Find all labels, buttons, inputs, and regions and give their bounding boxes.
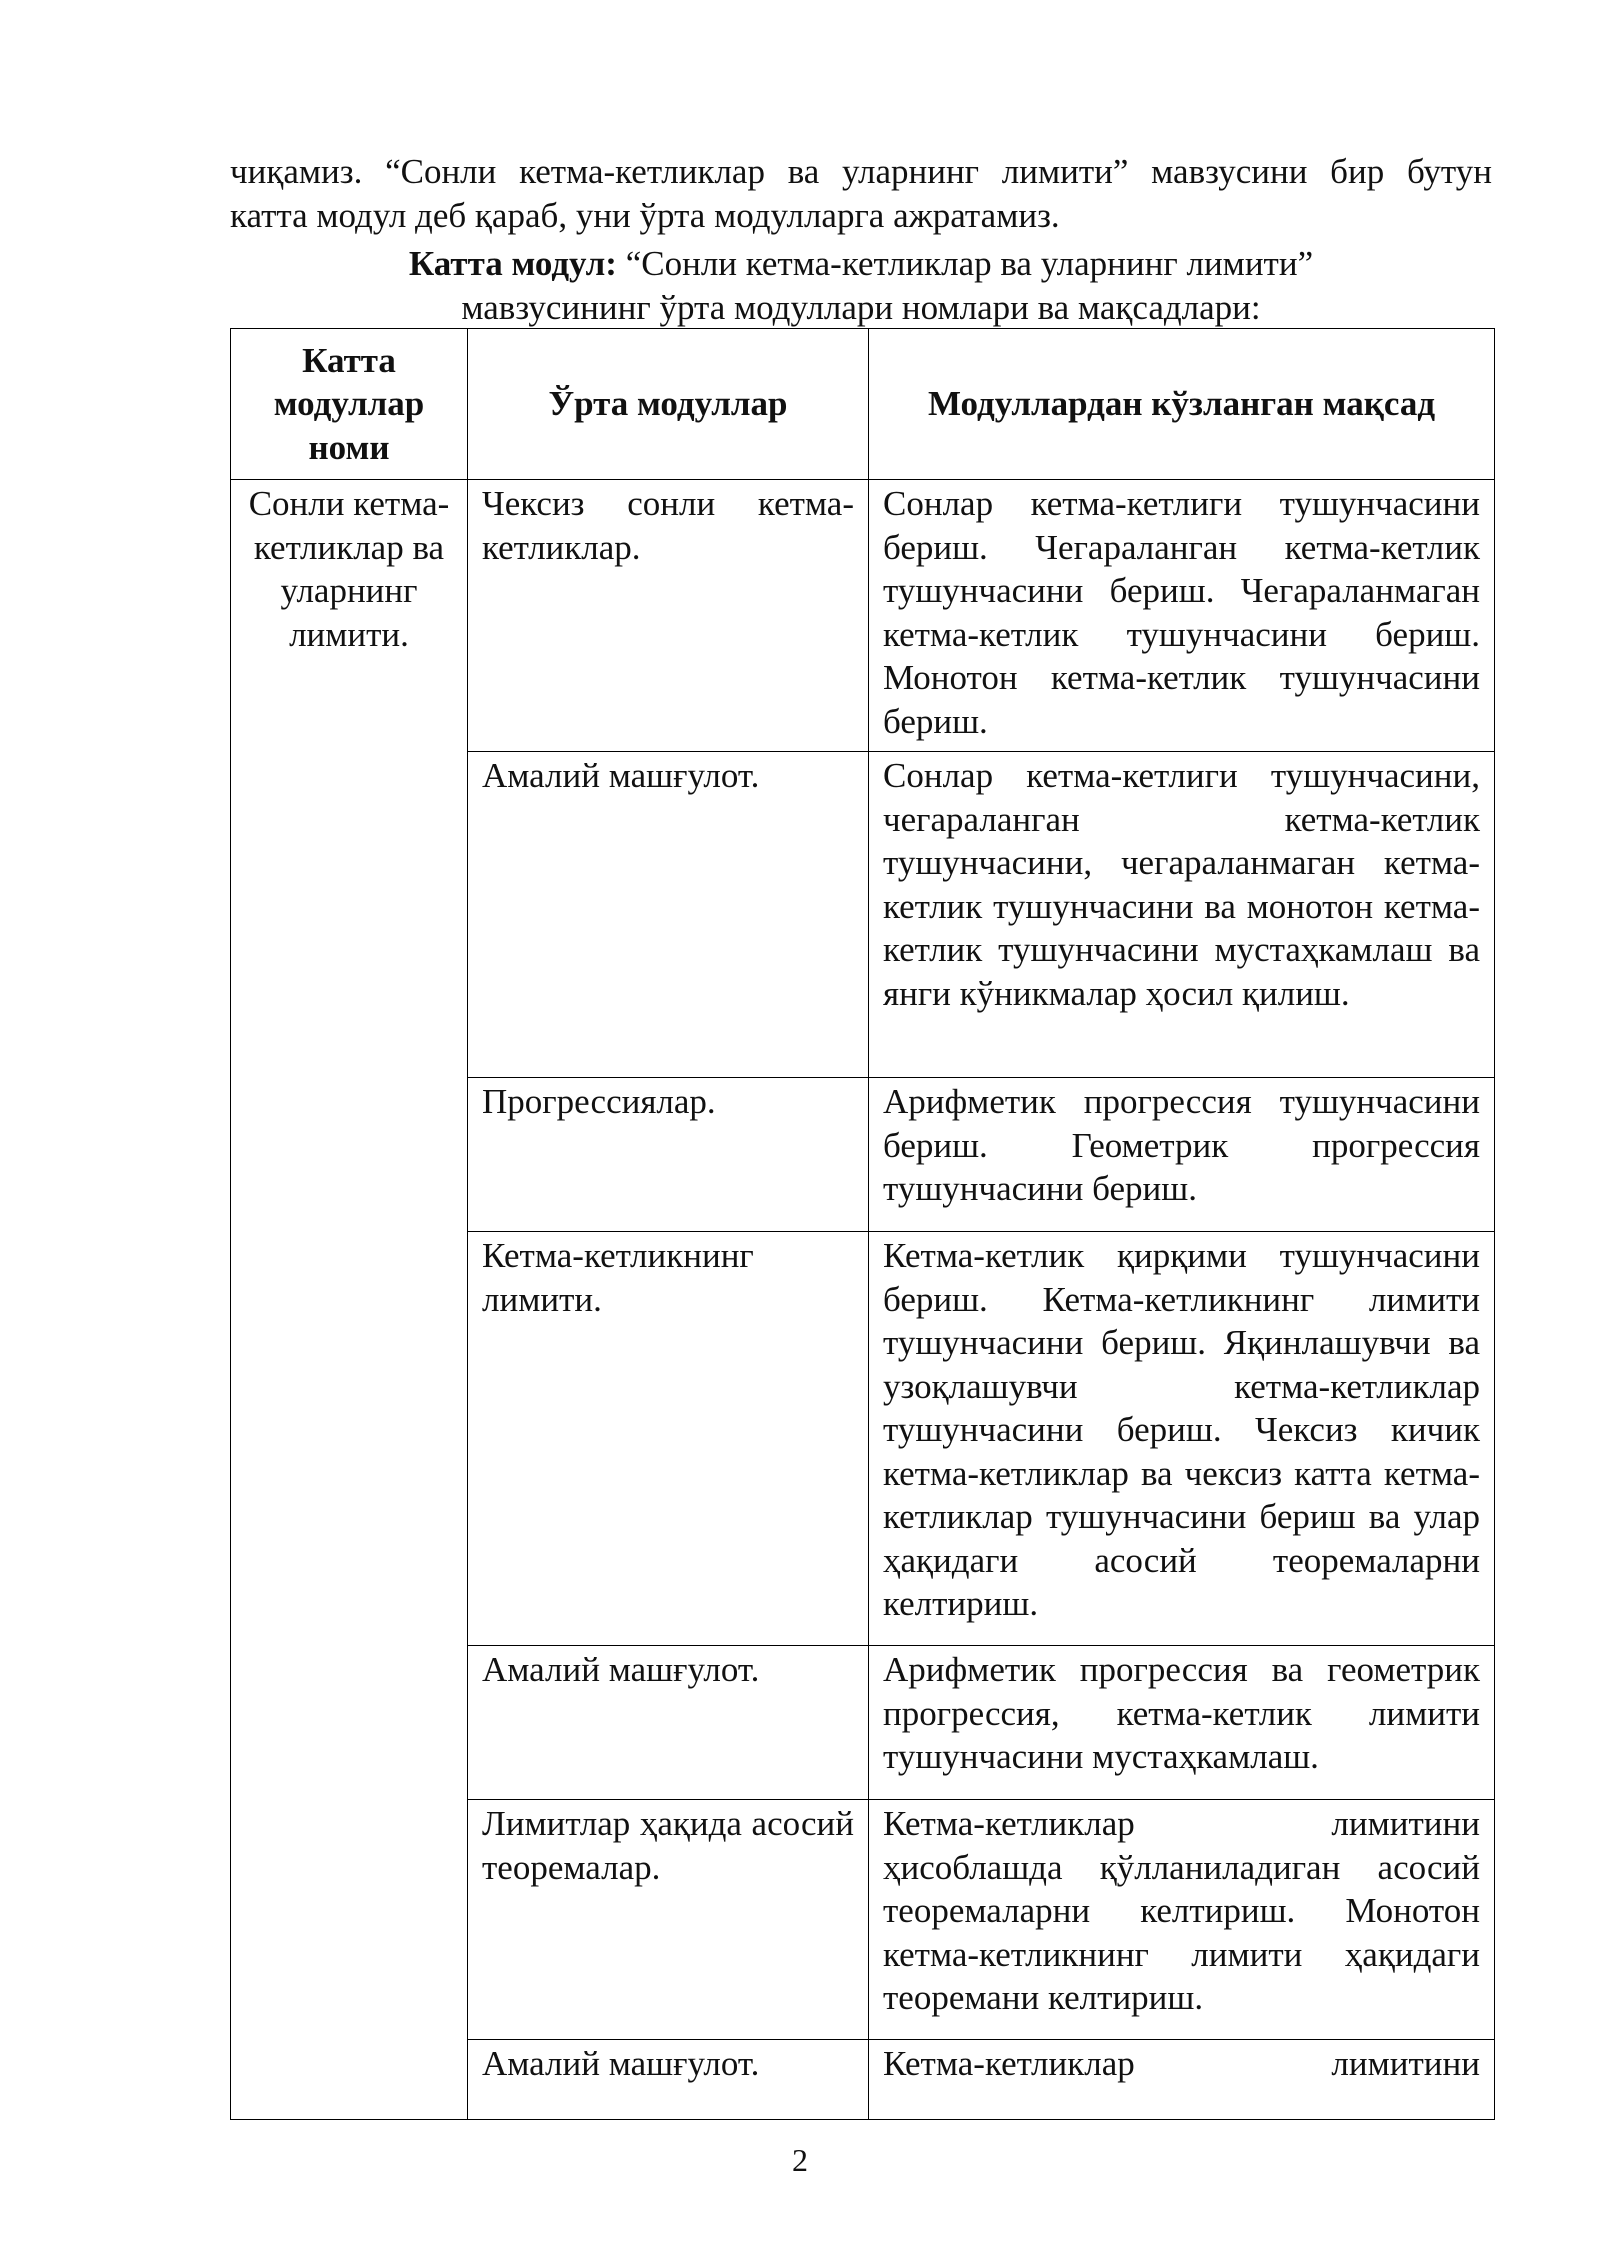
table-caption	[230, 242, 1492, 330]
goal-cell: Кетма-кетликлар лимитини	[869, 2040, 1495, 2120]
header-goals: Модуллардан кўзланган мақсад	[869, 329, 1495, 480]
caption-line-2: мавзусининг ўрта модуллари номлари ва мақсадлари:	[461, 288, 1261, 327]
big-module-name: Сонли кетма-кетликлар ва уларнинг лимити.	[231, 480, 468, 2120]
middle-module-cell: Чексиз сонли кетма-кетликлар.	[468, 480, 869, 752]
middle-module-cell: Лимитлар ҳақида асосий теоремалар.	[468, 1800, 869, 2040]
table-header-row	[231, 329, 1495, 480]
intro-paragraph	[230, 150, 1492, 238]
page-number: 2	[792, 2142, 808, 2178]
middle-module-cell: Амалий машғулот.	[468, 752, 869, 1078]
middle-module-cell: Амалий машғулот.	[468, 2040, 869, 2120]
goal-cell: Сонлар кетма-кетлиги тушунчасини, чегараланган кетма-кетлик тушунчасини, чегараланмаган кетма-кетлик тушунчасини ва монотон кетма-кетлик тушунчасини мустаҳкамлаш ва янги кўникмалар ҳосил қилиш.	[869, 752, 1495, 1078]
middle-module-cell: Амалий машғулот.	[468, 1646, 869, 1800]
intro-line-1: чиқамиз. “Сонли кетма-кетликлар ва уларнинг лимити” мавзусини бир бутун	[230, 152, 1492, 191]
goal-cell: Кетма-кетлик қирқими тушунчасини бериш. Кетма-кетликнинг лимити тушунчасини бериш. Яқинлашувчи ва узоқлашувчи кетма-кетликлар тушунчасини бериш. Чексиз кичик кетма-кетликлар ва чексиз катта кетма-кетликлар тушунчасини бериш ва улар ҳақидаги асосий теоремаларни келтириш.	[869, 1232, 1495, 1646]
header-middle-modules: Ўрта модуллар	[468, 329, 869, 480]
intro-line-2: катта модул деб қараб, уни ўрта модулларга ажратамиз.	[230, 196, 1060, 235]
caption-topic: “Сонли кетма-кетликлар ва уларнинг лимити”	[616, 244, 1314, 283]
goal-cell: Арифметик прогрессия тушунчасини бериш. Геометрик прогрессия тушунчасини бериш.	[869, 1078, 1495, 1232]
goal-cell: Арифметик прогрессия ва геометрик прогрессия, кетма-кетлик лимити тушунчасини мустаҳкамлаш.	[869, 1646, 1495, 1800]
header-big-modules: Катта модуллар номи	[231, 329, 468, 480]
middle-module-cell: Кетма-кетликнинг лимити.	[468, 1232, 869, 1646]
goal-cell: Сонлар кетма-кетлиги тушунчасини бериш. Чегараланган кетма-кетлик тушунчасини бериш. Чегараланмаган кетма-кетлик тушунчасини бериш. Монотон кетма-кетлик тушунчасини бериш.	[869, 480, 1495, 752]
goal-cell: Кетма-кетликлар лимитини ҳисоблашда қўлланиладиган асосий теоремаларни келтириш. Монотон кетма-кетликнинг лимити ҳақидаги теоремани келтириш.	[869, 1800, 1495, 2040]
table-row	[231, 480, 1495, 752]
middle-module-cell: Прогрессиялар.	[468, 1078, 869, 1232]
caption-bold-label: Катта модул:	[408, 244, 617, 283]
modules-table	[230, 328, 1495, 2120]
caption-line-1	[230, 242, 1492, 286]
